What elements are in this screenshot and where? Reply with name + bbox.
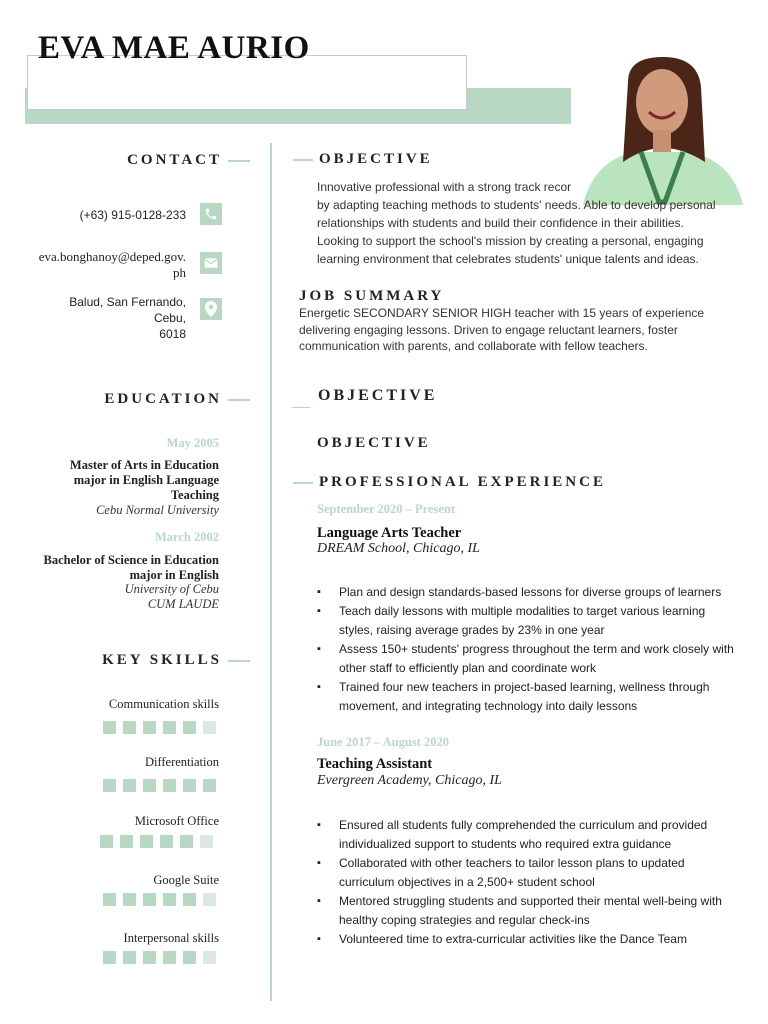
skill-rating <box>100 835 213 848</box>
education-date-1: May 2005 <box>166 436 219 450</box>
job-summary-heading: JOB SUMMARY <box>299 288 445 304</box>
education-school-1 <box>19 503 219 518</box>
skill-level-filled <box>203 779 216 792</box>
objective-line: relationships with students and build their confidence in their abilities. <box>317 216 684 230</box>
list-item: ▪ Mentored struggling students and supported their mental well-being with healthy coping strategies and regular check-ins <box>317 892 742 930</box>
list-item: ▪ Ensured all students fully comprehended the curriculum and provided individualized support to students who required extra guidance <box>317 816 742 854</box>
skill-level-filled <box>123 893 136 906</box>
job-place-2: Evergreen Academy, Chicago, IL <box>317 773 502 788</box>
skill-level-filled <box>160 835 173 848</box>
skill-level-filled <box>123 779 136 792</box>
education-heading: EDUCATION <box>40 391 250 408</box>
skill-name: Google Suite <box>153 873 219 887</box>
skill-level-filled <box>140 835 153 848</box>
skill-level-filled <box>180 835 193 848</box>
job-date-2: June 2017 – August 2020 <box>317 735 449 749</box>
degree-line: major in English <box>129 568 219 582</box>
skill-level-filled <box>143 951 156 964</box>
contact-heading: CONTACT <box>60 152 250 169</box>
phone-icon <box>200 203 222 225</box>
skill-level-empty <box>203 893 216 906</box>
skill-level-filled <box>183 721 196 734</box>
skill-level-filled <box>163 779 176 792</box>
objective-line: Looking to support the school's mission by creating a personal, engaging <box>317 234 704 248</box>
list-item: ▪ Trained four new teachers in project-based learning, wellness through movement, and integrating technology into daily lessons <box>317 678 737 716</box>
skill-level-filled <box>143 779 156 792</box>
school-line: Cebu Normal University <box>96 503 219 517</box>
objective2-heading: OBJECTIVE <box>318 387 438 404</box>
degree-line: Master of Arts in Education <box>69 458 219 472</box>
contact-phone: (+63) 915-0128-233 <box>79 208 186 222</box>
contact-email <box>36 249 186 281</box>
job-date-1: September 2020 – Present <box>317 502 456 516</box>
address-line-1: Balud, San Fernando, Cebu, <box>69 295 186 325</box>
skill-level-filled <box>103 951 116 964</box>
skill-level-filled <box>103 893 116 906</box>
job-bullets-1 <box>317 583 737 716</box>
skill-rating <box>103 721 216 734</box>
skill-level-filled <box>100 835 113 848</box>
list-item: ▪ Volunteered time to extra-curricular activities like the Dance Team <box>317 930 742 949</box>
location-pin-icon <box>200 298 222 320</box>
objective-heading: OBJECTIVE <box>293 151 433 168</box>
degree-line: Teaching <box>170 488 219 502</box>
skill-level-filled <box>143 893 156 906</box>
skill-name: Differentiation <box>144 755 219 769</box>
skill-level-filled <box>183 951 196 964</box>
summary-line: communication with parents, and collaborate with fellow teachers. <box>299 339 648 353</box>
education-degree-1 <box>19 458 219 503</box>
skill-level-filled <box>103 779 116 792</box>
skill-level-filled <box>163 951 176 964</box>
skill-level-filled <box>123 721 136 734</box>
address-line-2: 6018 <box>159 327 186 341</box>
school-line: CUM LAUDE <box>147 597 219 611</box>
summary-line: delivering engaging lessons. Driven to engage reluctant learners, foster <box>299 322 678 337</box>
summary-line: Energetic SECONDARY SENIOR HIGH teacher with 15 years of experience <box>299 306 705 320</box>
skill-rating <box>103 779 216 792</box>
job-title-1: Language Arts Teacher <box>317 525 462 541</box>
education-degree-2 <box>19 553 219 583</box>
skill-level-filled <box>163 893 176 906</box>
skill-level-filled <box>103 721 116 734</box>
skill-rating <box>103 893 216 906</box>
skill-level-filled <box>123 951 136 964</box>
job-place-1: DREAM School, Chicago, IL <box>317 541 480 556</box>
degree-line: major in English Language <box>73 473 219 487</box>
objective-line: learning environment that celebrates students' unique talents and ideas. <box>317 252 699 266</box>
skills-heading: KEY SKILLS <box>40 652 250 669</box>
skill-level-filled <box>163 721 176 734</box>
school-line: University of Cebu <box>124 582 219 596</box>
skill-level-empty <box>200 835 213 848</box>
mail-icon <box>200 252 222 274</box>
objective-text <box>317 178 737 268</box>
list-item: ▪ Plan and design standards-based lessons for diverse groups of learners <box>317 583 737 602</box>
skill-rating <box>103 951 216 964</box>
list-item: ▪ Collaborated with other teachers to tailor lesson plans to updated curriculum objectives in a 2,500+ student school <box>317 854 742 892</box>
degree-line: Bachelor of Science in Education <box>43 553 219 567</box>
education-school-2 <box>19 582 219 612</box>
contact-address <box>36 294 186 342</box>
job-summary-text <box>299 305 719 355</box>
skill-name: Microsoft Office <box>134 814 219 828</box>
skill-name: Interpersonal skills <box>123 931 219 945</box>
skill-level-empty <box>203 951 216 964</box>
list-item: ▪ Teach daily lessons with multiple modalities to target various learning styles, raising average grades by 23% in one year <box>317 602 737 640</box>
objective3-heading: OBJECTIVE <box>317 435 431 451</box>
email-line-2: ph <box>173 265 186 280</box>
job-title-2: Teaching Assistant <box>317 756 433 772</box>
list-item: ▪ Assess 150+ students' progress throughout the term and work closely with other staff to efficiently plan and coordinate work <box>317 640 737 678</box>
skill-level-filled <box>183 779 196 792</box>
objective-line: Innovative professional with a strong track recor <box>317 180 572 194</box>
experience-heading: PROFESSIONAL EXPERIENCE <box>293 474 606 491</box>
column-divider <box>270 143 272 1001</box>
skill-level-filled <box>120 835 133 848</box>
skill-level-filled <box>183 893 196 906</box>
skill-level-empty <box>203 721 216 734</box>
job-bullets-2 <box>317 816 742 949</box>
education-date-2: March 2002 <box>155 530 219 544</box>
objective2-dash <box>292 407 310 408</box>
skill-name: Communication skills <box>108 697 219 711</box>
candidate-name: EVA MAE AURIO <box>38 30 310 66</box>
email-line-1: eva.bonghanoy@deped.gov. <box>38 249 186 264</box>
objective-line: by adapting teaching methods to students' needs. Able to develop personal <box>317 198 716 212</box>
skill-level-filled <box>143 721 156 734</box>
